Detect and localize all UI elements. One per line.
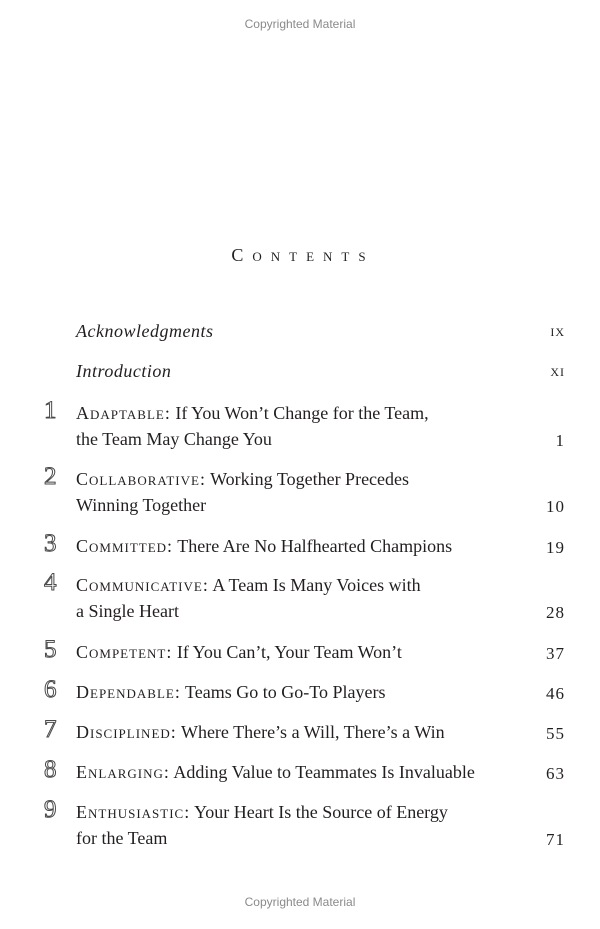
chapter-subtitle-line2: the Team May Change You: [76, 429, 272, 449]
chapter-keyword: Adaptable:: [76, 403, 171, 423]
chapter-subtitle-line1: Teams Go to Go-To Players: [180, 682, 386, 702]
chapter-keyword: Collaborative:: [76, 469, 206, 489]
chapter-subtitle-line1: A Team Is Many Voices with: [208, 575, 421, 595]
chapter-subtitle-line2: Winning Together: [76, 495, 207, 515]
page-number: 1: [555, 431, 565, 450]
entry-title: Acknowledgments: [76, 321, 214, 341]
page-number: 46: [546, 684, 565, 703]
copyright-watermark-top: Copyrighted Material: [244, 17, 356, 31]
chapter-keyword: Disciplined:: [76, 722, 177, 742]
chapter-keyword: Competent:: [76, 642, 173, 662]
chapter-keyword: Dependable:: [76, 682, 181, 702]
chapter-subtitle-line2: for the Team: [76, 828, 168, 848]
chapter-number: 8: [44, 756, 57, 783]
page-number: 37: [546, 644, 565, 663]
chapter-number: 6: [44, 676, 57, 703]
page-number: xi: [550, 361, 565, 380]
chapter-keyword: Enlarging:: [76, 762, 170, 782]
page-title: Contents: [231, 245, 375, 265]
chapter-subtitle-line1: Your Heart Is the Source of Energy: [190, 802, 448, 822]
chapter-number: 3: [44, 530, 57, 557]
entry-title: Introduction: [76, 361, 172, 381]
chapter-subtitle-line1: If You Won’t Change for the Team,: [170, 403, 429, 423]
copyright-watermark-bottom: Copyrighted Material: [244, 895, 356, 909]
chapter-number: 5: [44, 636, 57, 663]
page-number: 71: [546, 830, 565, 849]
chapter-keyword: Communicative:: [76, 575, 209, 595]
chapter-subtitle-line1: If You Can’t, Your Team Won’t: [172, 642, 402, 662]
chapter-number: 2: [44, 463, 57, 490]
chapter-subtitle-line1: Working Together Precedes: [205, 469, 410, 489]
chapter-keyword: Enthusiastic:: [76, 802, 191, 822]
chapter-number: 4: [44, 569, 57, 596]
page-number: 55: [546, 724, 565, 743]
chapter-number: 1: [44, 397, 57, 424]
page-number: 28: [546, 603, 565, 622]
page-number: 10: [546, 497, 565, 516]
chapter-keyword: Committed:: [76, 536, 174, 556]
chapter-number: 7: [44, 716, 57, 743]
chapter-subtitle-line1: Adding Value to Teammates Is Invaluable: [169, 762, 475, 782]
chapter-subtitle-line2: a Single Heart: [76, 601, 179, 621]
chapter-subtitle-line1: There Are No Halfhearted Champions: [173, 536, 453, 556]
page-number: 19: [546, 538, 565, 557]
page-number: ix: [550, 321, 565, 340]
page-number: 63: [546, 764, 565, 783]
chapter-subtitle-line1: Where There’s a Will, There’s a Win: [176, 722, 445, 742]
chapter-number: 9: [44, 796, 57, 823]
